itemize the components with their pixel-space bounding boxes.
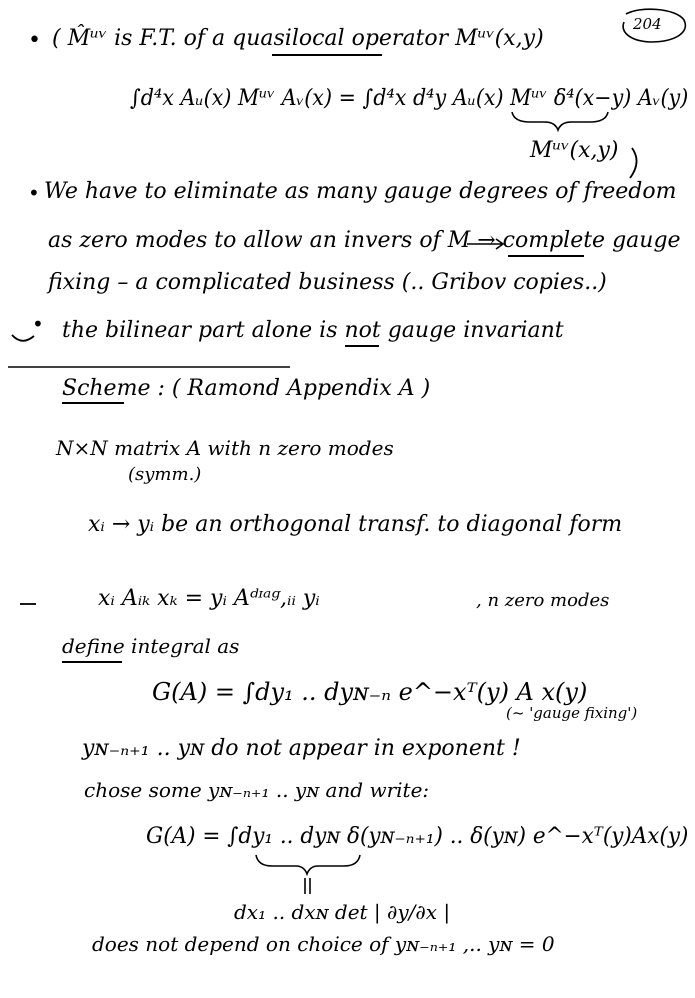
bullet-point: • xyxy=(28,28,41,53)
underline-complete xyxy=(508,255,584,257)
underline-scheme xyxy=(62,402,124,404)
line-15: G(A) = ∫dy₁ .. dyɴ₋ₙ e^−xᵀ(y) A x(y) xyxy=(152,678,588,706)
underbrace-line2 xyxy=(512,112,608,130)
line-19: G(A) = ∫dy₁ .. dyɴ δ(yɴ₋ₙ₊₁) .. δ(yɴ) e^−xᵀ(y)Ax(y) xyxy=(146,824,689,849)
line-11: xᵢ → yᵢ be an orthogonal transf. to diagonal form xyxy=(88,512,623,537)
underline-not xyxy=(345,345,379,347)
underbrace-line19 xyxy=(256,855,360,874)
line-21: does not depend on choice of yɴ₋ₙ₊₁ ,.. yɴ = 0 xyxy=(92,932,555,956)
line-18: chose some yɴ₋ₙ₊₁ .. yɴ and write: xyxy=(84,778,430,802)
line-20: dx₁ .. dxɴ det | ∂y/∂x | xyxy=(234,900,451,924)
smile-mark xyxy=(12,335,34,341)
page-number: 204 xyxy=(633,15,662,33)
line-14: define integral as xyxy=(62,634,240,658)
line-07: the bilinear part alone is not gauge invariant xyxy=(62,318,564,343)
line-02: ∫d⁴x Aᵤ(x) Mᵘᵛ Aᵥ(x) = ∫d⁴x d⁴y Aᵤ(x) Mᵘᵛ δ⁴(x−y) Aᵥ(y) xyxy=(130,86,689,111)
line-05: as zero modes to allow an invers of M → complete gauge xyxy=(48,228,681,253)
line-17: yɴ₋ₙ₊₁ .. yɴ do not appear in exponent ! xyxy=(82,736,521,761)
line-03: Mᵘᵛ(x,y) xyxy=(530,138,619,163)
line-08: Scheme : ( Ramond Appendix A ) xyxy=(62,376,431,401)
line-09: N×N matrix A with n zero modes xyxy=(56,436,394,460)
underline-define xyxy=(62,661,122,663)
line-13: , n zero modes xyxy=(476,590,610,611)
line-10: (symm.) xyxy=(128,464,202,485)
underline-quasilocal xyxy=(272,54,382,56)
bullet-point: • xyxy=(32,312,44,336)
line-04: We have to eliminate as many gauge degrees of freedom xyxy=(44,179,677,204)
paren-line3 xyxy=(630,148,637,178)
line-01: ( M̂ᵘᵛ is F.T. of a quasilocal operator Mᵘᵛ(x,y) xyxy=(52,26,544,51)
line-16: (~ 'gauge fixing') xyxy=(506,704,638,722)
line-06: fixing – a complicated business (.. Gribov copies..) xyxy=(48,270,607,295)
bullet-point: • xyxy=(28,181,40,205)
line-12: xᵢ Aᵢₖ xₖ = yᵢ Aᵈᶦᵃᵍ,ᵢᵢ yᵢ xyxy=(98,586,320,611)
